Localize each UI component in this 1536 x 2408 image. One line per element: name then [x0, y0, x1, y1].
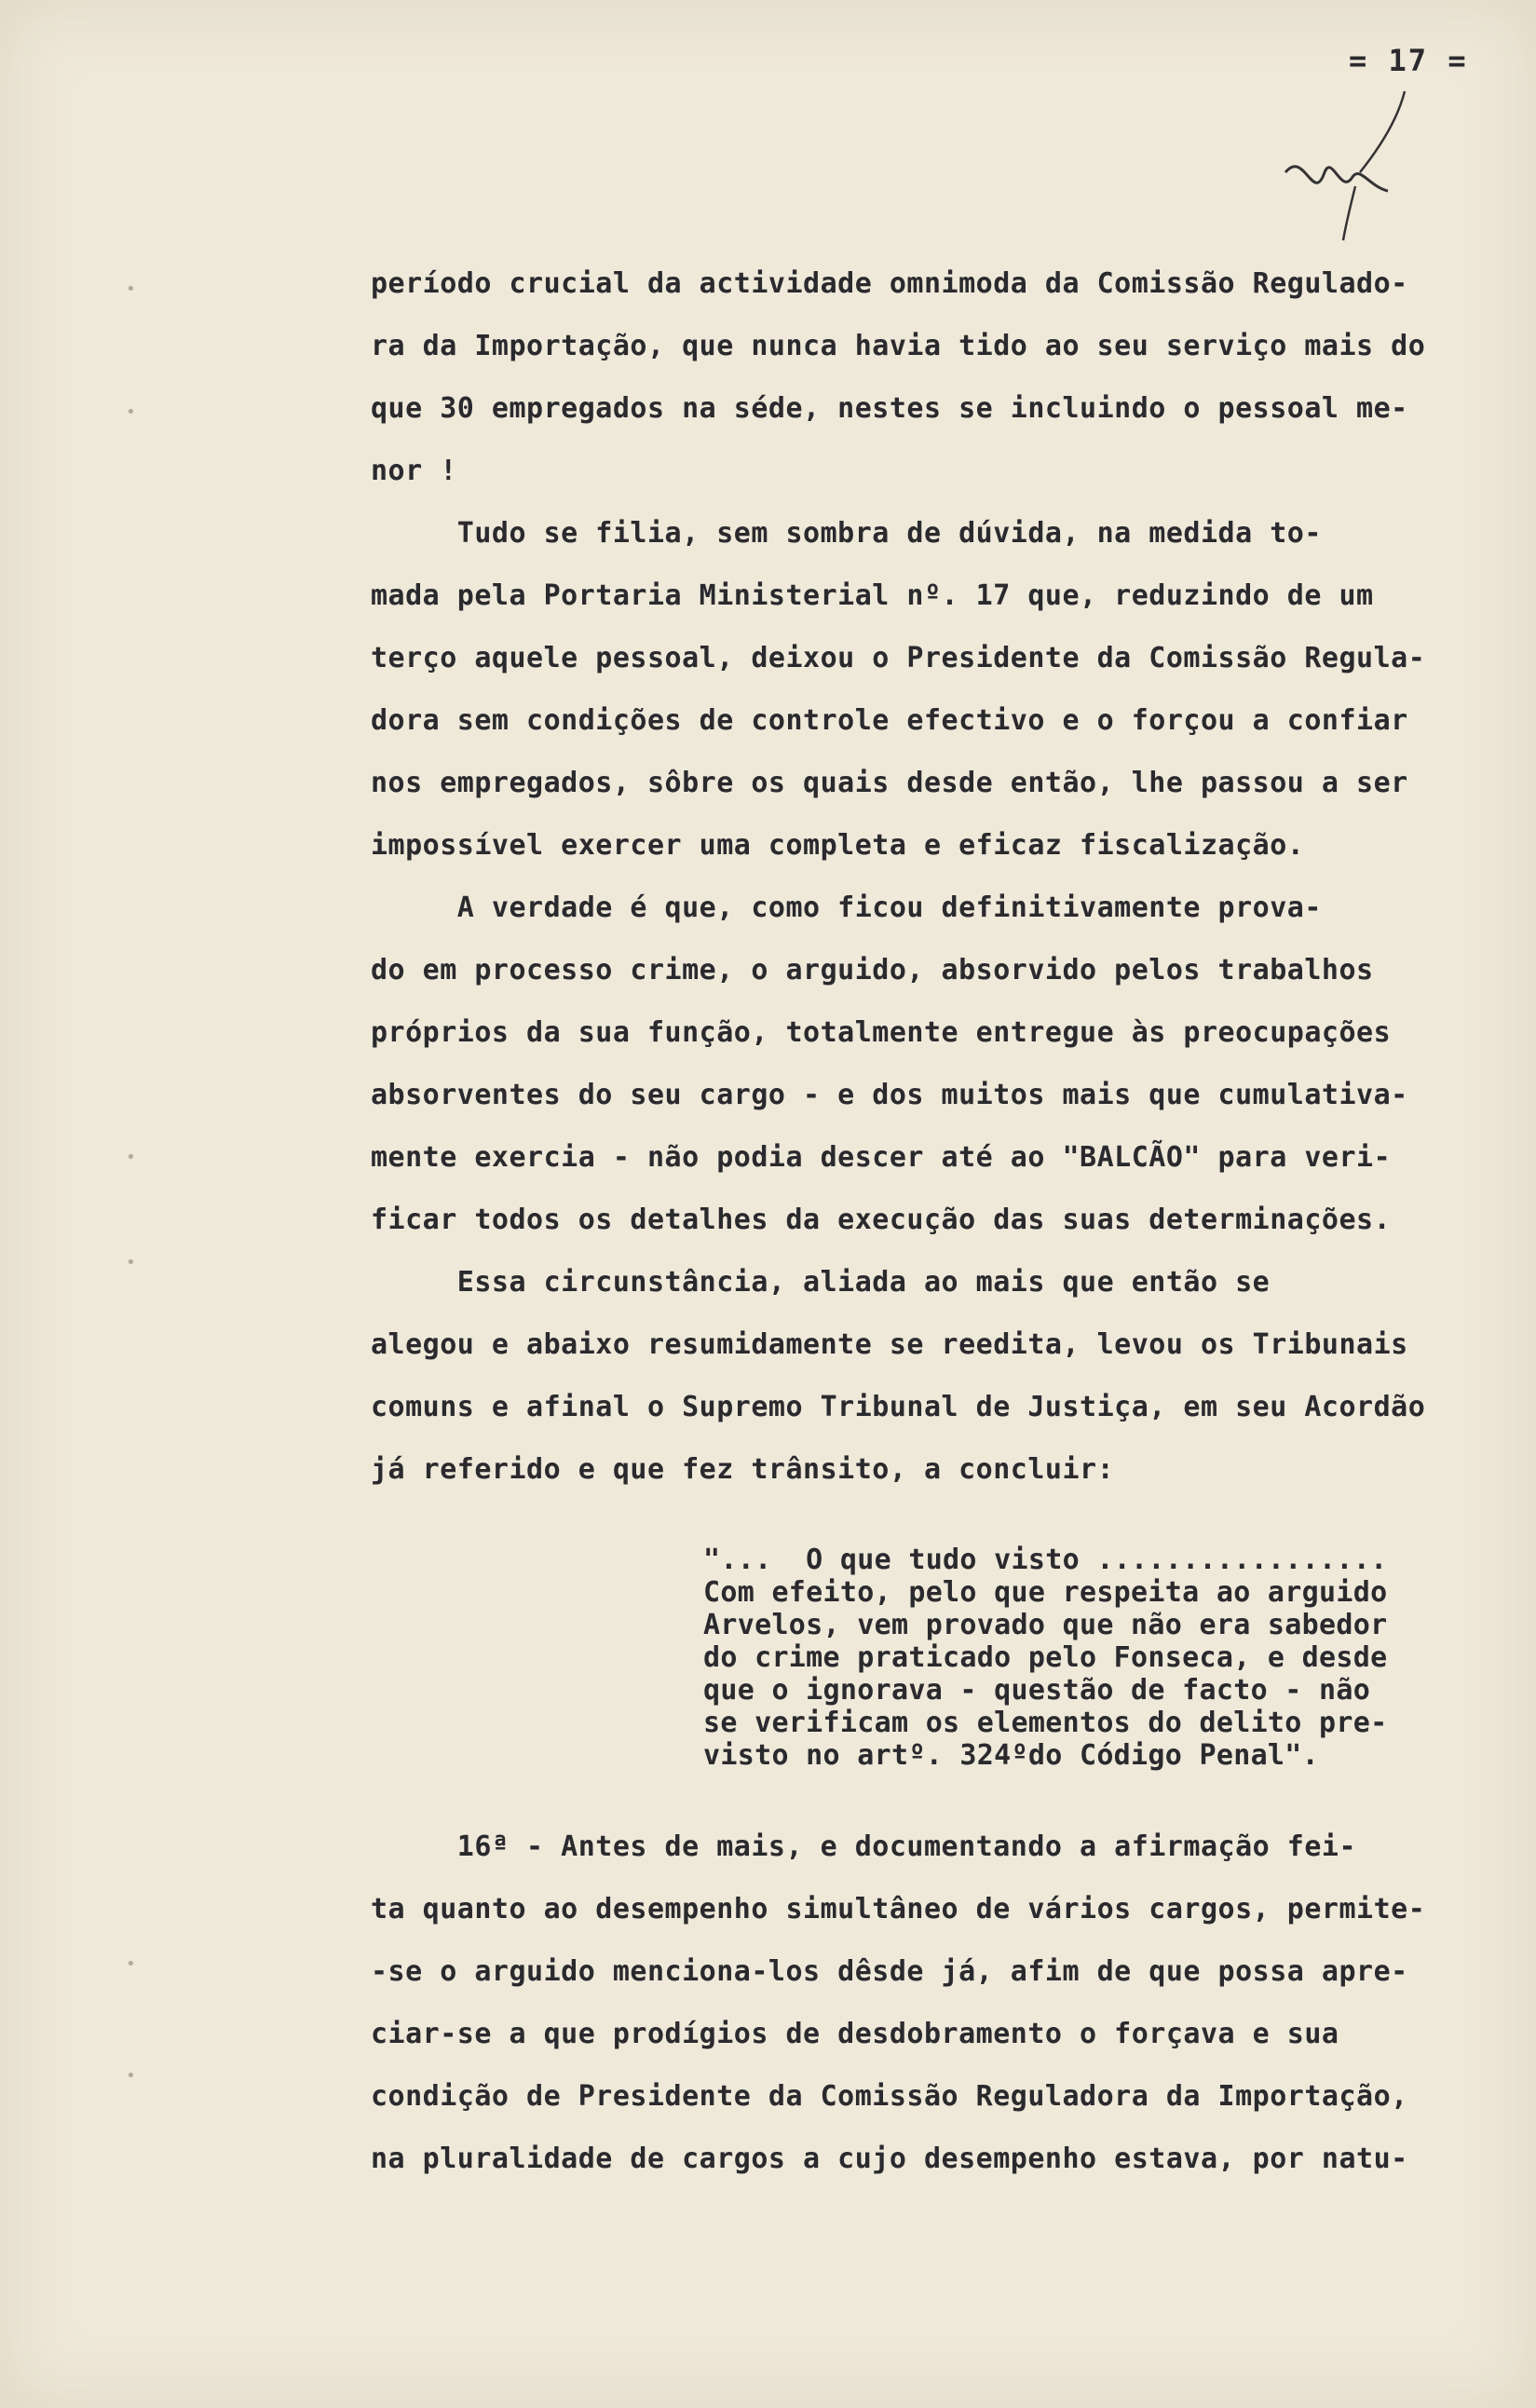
body-line: -se o arguido menciona-los dêsde já, afim de que possa apre-	[371, 1955, 1408, 1988]
body-line: nor !	[371, 455, 457, 487]
margin-mark: •	[126, 1253, 136, 1272]
body-line: período crucial da actividade omnimoda da Comissão Regulado-	[371, 267, 1408, 300]
page-number: = 17 =	[1349, 43, 1468, 78]
margin-mark: •	[126, 402, 136, 422]
body-line: na pluralidade de cargos a cujo desempenho estava, por natu-	[371, 2143, 1408, 2175]
body-line: do em processo crime, o arguido, absorvido pelos trabalhos	[371, 954, 1374, 986]
body-line: mada pela Portaria Ministerial nº. 17 que, reduzindo de um	[371, 579, 1374, 612]
body-line: 16ª - Antes de mais, e documentando a afirmação fei-	[371, 1830, 1357, 1863]
body-line: comuns e afinal o Supremo Tribunal de Justiça, em seu Acordão	[371, 1391, 1426, 1423]
body-line: impossível exercer uma completa e eficaz fiscalização.	[371, 829, 1305, 862]
body-line: absorventes do seu cargo - e dos muitos mais que cumulativa-	[371, 1079, 1408, 1111]
body-line: mente exercia - não podia descer até ao "BALCÃO" para veri-	[371, 1141, 1392, 1174]
body-line: dora sem condições de controle efectivo e o forçou a confiar	[371, 704, 1408, 737]
body-line: Essa circunstância, aliada ao mais que então se	[371, 1266, 1271, 1299]
body-line: A verdade é que, como ficou definitivamente prova-	[371, 891, 1322, 924]
margin-mark: •	[126, 1148, 136, 1167]
body-line: próprios da sua função, totalmente entregue às preocupações	[371, 1016, 1392, 1049]
body-line: ta quanto ao desempenho simultâneo de vários cargos, permite-	[371, 1893, 1426, 1925]
quote-line: Com efeito, pelo que respeita ao arguido	[703, 1576, 1388, 1609]
body-line: alegou e abaixo resumidamente se reedita, levou os Tribunais	[371, 1328, 1408, 1361]
body-line: nos empregados, sôbre os quais desde então, lhe passou a ser	[371, 767, 1408, 799]
quote-line: Arvelos, vem provado que não era sabedor	[703, 1609, 1388, 1641]
body-line: que 30 empregados na séde, nestes se incluindo o pessoal me-	[371, 392, 1408, 425]
quote-line: visto no artº. 324ºdo Código Penal".	[703, 1739, 1320, 1772]
quote-line: se verificam os elementos do delito pre-	[703, 1707, 1388, 1739]
quote-line: "... O que tudo visto .................	[703, 1544, 1388, 1576]
body-line: ciar-se a que prodígios de desdobramento o forçava e sua	[371, 2018, 1339, 2050]
body-line: terço aquele pessoal, deixou o Presidente da Comissão Regula-	[371, 642, 1426, 674]
body-line: condição de Presidente da Comissão Reguladora da Importação,	[371, 2080, 1408, 2113]
quote-line: que o ignorava - questão de facto - não	[703, 1674, 1371, 1707]
handwritten-initials	[1267, 84, 1425, 252]
margin-mark: •	[126, 2066, 136, 2086]
quote-line: do crime praticado pelo Fonseca, e desde	[703, 1641, 1388, 1674]
body-line: já referido e que fez trânsito, a concluir:	[371, 1453, 1115, 1486]
margin-mark: •	[126, 1954, 136, 1974]
body-line: ra da Importação, que nunca havia tido ao seu serviço mais do	[371, 330, 1426, 362]
body-line: ficar todos os detalhes da execução das suas determinações.	[371, 1204, 1392, 1236]
margin-mark: •	[126, 279, 136, 299]
body-line: Tudo se filia, sem sombra de dúvida, na medida to-	[371, 517, 1322, 550]
